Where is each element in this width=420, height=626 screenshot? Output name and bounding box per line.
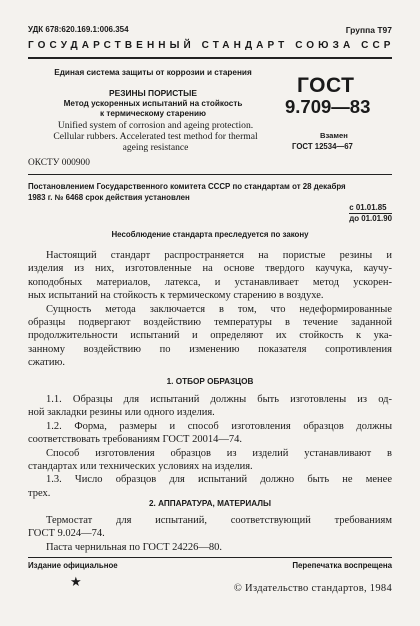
decree-line-1: Постановлением Государственного комитета СССР по стандартам от 28 декабря [28, 182, 346, 191]
udk-code: УДК 678:620.169.1:006.354 [28, 25, 129, 34]
intro-p2-line-3: продолжительности испытаний и определяют их стойкость к ука- [28, 330, 392, 342]
s11-line-1: 1.1. Образцы для испытаний должны быть изготовлены из од- [46, 394, 392, 405]
s12-line-3: Способ изготовления образцов из изделий устанавливают в [46, 447, 392, 459]
replaces-label: Взамен [320, 131, 348, 140]
intro-p2-line-4: занному воздействию по изменению показателя сопротивления [28, 343, 392, 355]
s13-line-2: трех. [28, 487, 51, 499]
validity-from: с 01.01.85 [349, 203, 392, 214]
intro-text [28, 249, 392, 370]
gost-label: ГОСТ [297, 74, 355, 97]
section-1-text [28, 393, 392, 500]
group-code: Группа Т97 [345, 25, 392, 35]
section-1-heading: 1. ОТБОР ОБРАЗЦОВ [166, 377, 254, 386]
intro-p1-line-4: ных испытаний на стойкость к термическому старению в воздухе. [28, 290, 324, 302]
okstu-code: ОКСТУ 000900 [28, 158, 90, 168]
system-name: Единая система защиты от коррозии и старения [54, 68, 252, 77]
english-title-line-3: ageing resistance [122, 142, 189, 153]
decree-line-2: 1983 г. № 6468 срок действия установлен [28, 193, 190, 202]
intro-p1-line-3: коподобных материалов, латекса, и устанавливает метод ускорен- [28, 276, 392, 288]
header-rule [28, 57, 392, 59]
s11-line-2: ной закладки резины или одного изделия. [28, 407, 215, 419]
section-2-text [28, 514, 392, 554]
official-edition: Издание официальное [28, 561, 118, 570]
title-block-rule [28, 174, 392, 175]
english-title-line-1: Unified system of corrosion and ageing protection. [57, 120, 254, 131]
publisher-copyright: © Издательство стандартов, 1984 [233, 583, 392, 594]
state-standard-banner: ГОСУДАРСТВЕННЫЙ СТАНДАРТ СОЮЗА ССР [28, 40, 395, 51]
s13-line-1: 1.3. Число образцов для испытаний должно быть не менее [46, 474, 392, 486]
star-icon: ★ [70, 574, 82, 589]
s2-thermostat-line-2: ГОСТ 9.024—74. [28, 528, 105, 540]
s2-ink-paste: Паста чернильная по ГОСТ 24226—80. [46, 541, 223, 553]
replaces-value: ГОСТ 12534—67 [292, 142, 353, 151]
intro-p1-line-2: изделия из них, изготовленные на основе твердого каучука, каучу- [28, 263, 392, 275]
reprint-forbidden: Перепечатка воспрещена [292, 561, 392, 570]
intro-p2-line-2: образцы подвергают воздействию температуры в течение заданной [28, 317, 392, 329]
standard-subtitle-line-2: к термическому старению [100, 109, 206, 118]
s12-line-4: стандартах или технических условиях на изделия. [28, 461, 253, 473]
standard-subtitle-line-1: Метод ускоренных испытаний на стойкость [63, 99, 243, 108]
s2-thermostat-line-1: Термостат для испытаний, соответствующий требованиям [46, 515, 392, 526]
intro-p2-line-5: сжатию. [28, 357, 65, 369]
decree [28, 181, 392, 203]
standard-title: РЕЗИНЫ ПОРИСТЫЕ [109, 88, 197, 98]
s12-line-2: соответствовать требованиям ГОСТ 20014—74. [28, 434, 242, 446]
law-warning: Несоблюдение стандарта преследуется по закону [111, 230, 309, 239]
english-title [28, 120, 283, 153]
intro-p2-line-1: Сущность метода заключается в том, что недеформированные [46, 303, 392, 315]
section-2-heading: 2. АППАРАТУРА, МАТЕРИАЛЫ [148, 499, 272, 508]
s12-line-1: 1.2. Форма, размеры и способ изготовления образцов должны [46, 420, 392, 432]
validity-period [349, 203, 392, 224]
intro-p1-line-1: Настоящий стандарт распространяется на пористые резины и [46, 250, 392, 261]
english-title-line-2: Cellular rubbers. Accelerated test method for thermal [53, 131, 258, 142]
validity-to: до 01.01.90 [349, 214, 392, 223]
gost-number: 9.709—83 [285, 96, 371, 117]
footer-rule [28, 557, 392, 558]
